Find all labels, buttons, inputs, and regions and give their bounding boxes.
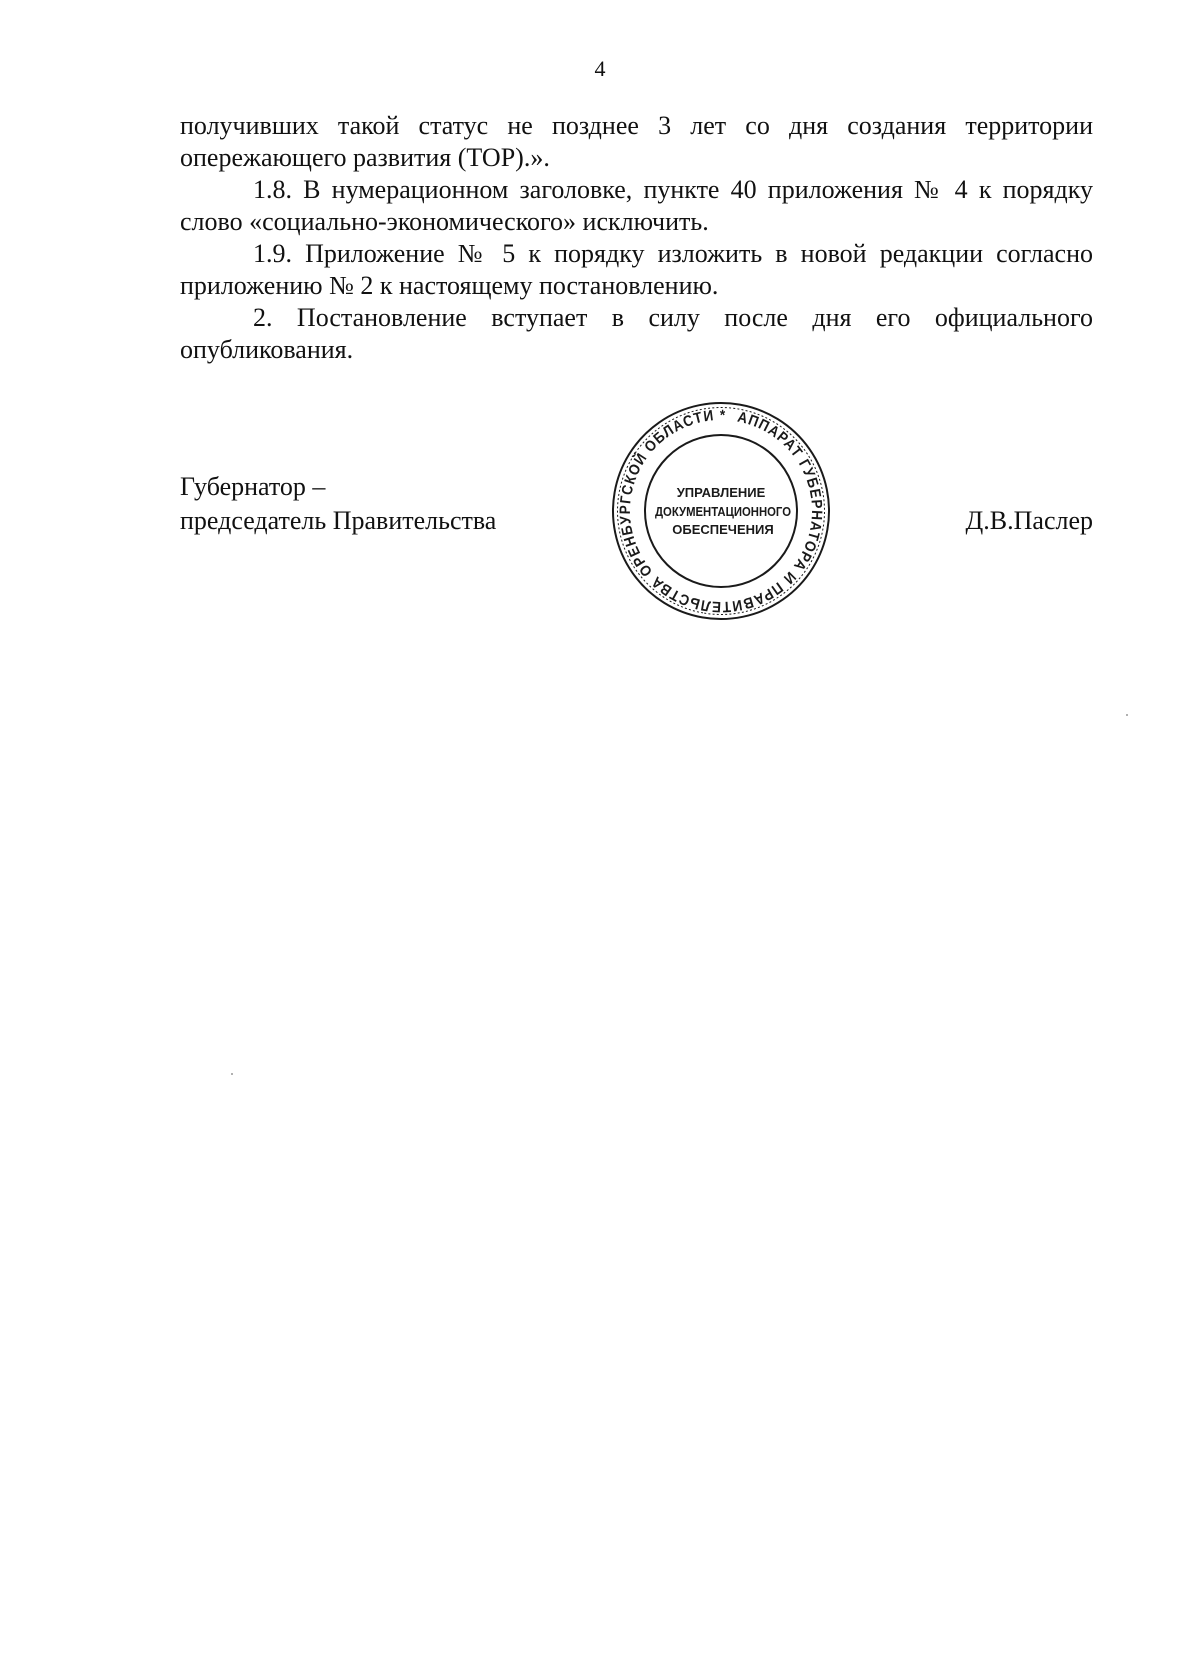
signatory-name: Д.В.Паслер (965, 506, 1093, 535)
seal-graphic (606, 396, 836, 626)
seal-outer-text: АППАРАТ ГУБЕРНАТОРА И ПРАВИТЕЛЬСТВА ОРЕНБУРГСКОЙ ОБЛАСТИ * (616, 406, 826, 616)
paragraph-item-1-9: 1.9. Приложение № 5 к порядку изложить в новой редакции согласно приложению № 2 к настоящему постановлению. (180, 239, 1093, 300)
paragraph-continuation: получивших такой статус не позднее 3 лет со дня создания территории опережающего развития (ТОР).». (180, 111, 1093, 172)
scan-speck (231, 1073, 233, 1075)
official-seal-stamp (606, 396, 836, 626)
seal-center-line-1: УПРАВЛЕНИЕ (676, 485, 766, 500)
paragraph-item-2: 2. Постановление вступает в силу после дня его официального опубликования. (180, 303, 1093, 364)
page-number: 4 (594, 56, 606, 81)
document-body (180, 110, 1093, 366)
seal-center-line-3: ОБЕСПЕЧЕНИЯ (672, 522, 774, 537)
paragraph-item-1-8: 1.8. В нумерационном заголовке, пункте 40 приложения № 4 к порядку слово «социально-экономического» исключить. (180, 175, 1093, 236)
scan-speck (1126, 714, 1128, 716)
signatory-title (180, 470, 496, 538)
signatory-title-line-2: председатель Правительства (180, 506, 497, 535)
signatory-title-line-1: Губернатор – (180, 472, 326, 501)
seal-center-line-2: ДОКУМЕНТАЦИОННОГО (655, 504, 791, 519)
